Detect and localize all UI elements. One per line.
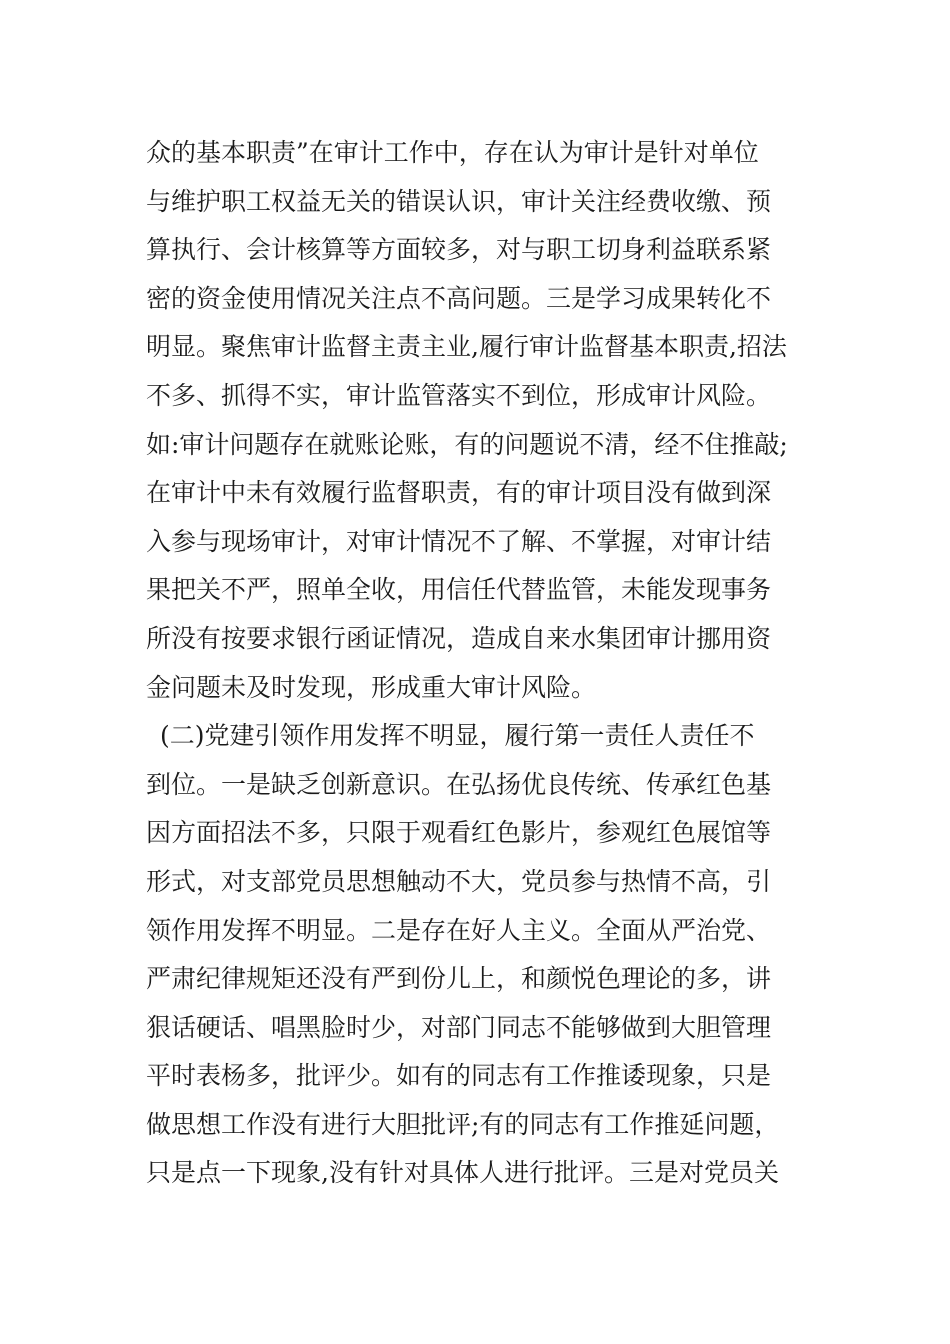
section-heading-line: (二)党建引领作用发挥不明显，履行第一责任人责任不 (160, 721, 755, 751)
text-line: 密的资金使用情况关注点不高问题。三是学习成果转化不 (146, 283, 772, 313)
text-line: 只是点一下现象,没有针对具体人进行批评。三是对党员关 (146, 1158, 779, 1188)
text-line: 在审计中未有效履行监督职责，有的审计项目没有做到深 (146, 478, 772, 508)
text-line: 因方面招法不多，只限于观看红色影片，参观红色展馆等 (146, 818, 772, 848)
body-text (146, 129, 816, 1198)
text-line: 领作用发挥不明显。二是存在好人主义。全面从严治党、 (146, 915, 772, 945)
text-line: 不多、抓得不实，审计监管落实不到位，形成审计风险。 (146, 380, 772, 410)
text-line: 到位。一是缺乏创新意识。在弘扬优良传统、传承红色基 (146, 769, 772, 799)
text-line: 金问题未及时发现，形成重大审计风险。 (146, 672, 597, 702)
text-line: 所没有按要求银行函证情况，造成自来水集团审计挪用资 (146, 623, 772, 653)
text-line: 众的基本职责”在审计工作中，存在认为审计是针对单位 (146, 138, 759, 167)
text-line: 算执行、会计核算等方面较多，对与职工切身利益联系紧 (146, 235, 772, 265)
text-line: 果把关不严，照单全收，用信任代替监管，未能发现事务 (146, 575, 772, 605)
text-line: 狠话硬话、唱黑脸时少，对部门同志不能够做到大胆管理 (146, 1012, 772, 1042)
text-line: 做思想工作没有进行大胆批评;有的同志有工作推延问题， (146, 1109, 780, 1139)
text-line: 与维护职工权益无关的错误认识，审计关注经费收缴、预 (146, 186, 772, 216)
text-line: 平时表杨多，批评少。如有的同志有工作推诿现象，只是 (146, 1061, 772, 1091)
text-line: 严肃纪律规矩还没有严到份儿上，和颜悦色理论的多，讲 (146, 964, 772, 994)
text-line: 如:审计问题存在就账论账，有的问题说不清，经不住推敲; (146, 429, 788, 459)
text-line: 形式，对支部党员思想触动不大，党员参与热情不高，引 (146, 866, 772, 896)
text-line: 明显。聚焦审计监督主责主业,履行审计监督基本职责,招法 (146, 332, 787, 362)
text-line: 入参与现场审计，对审计情况不了解、不掌握，对审计结 (146, 526, 772, 556)
